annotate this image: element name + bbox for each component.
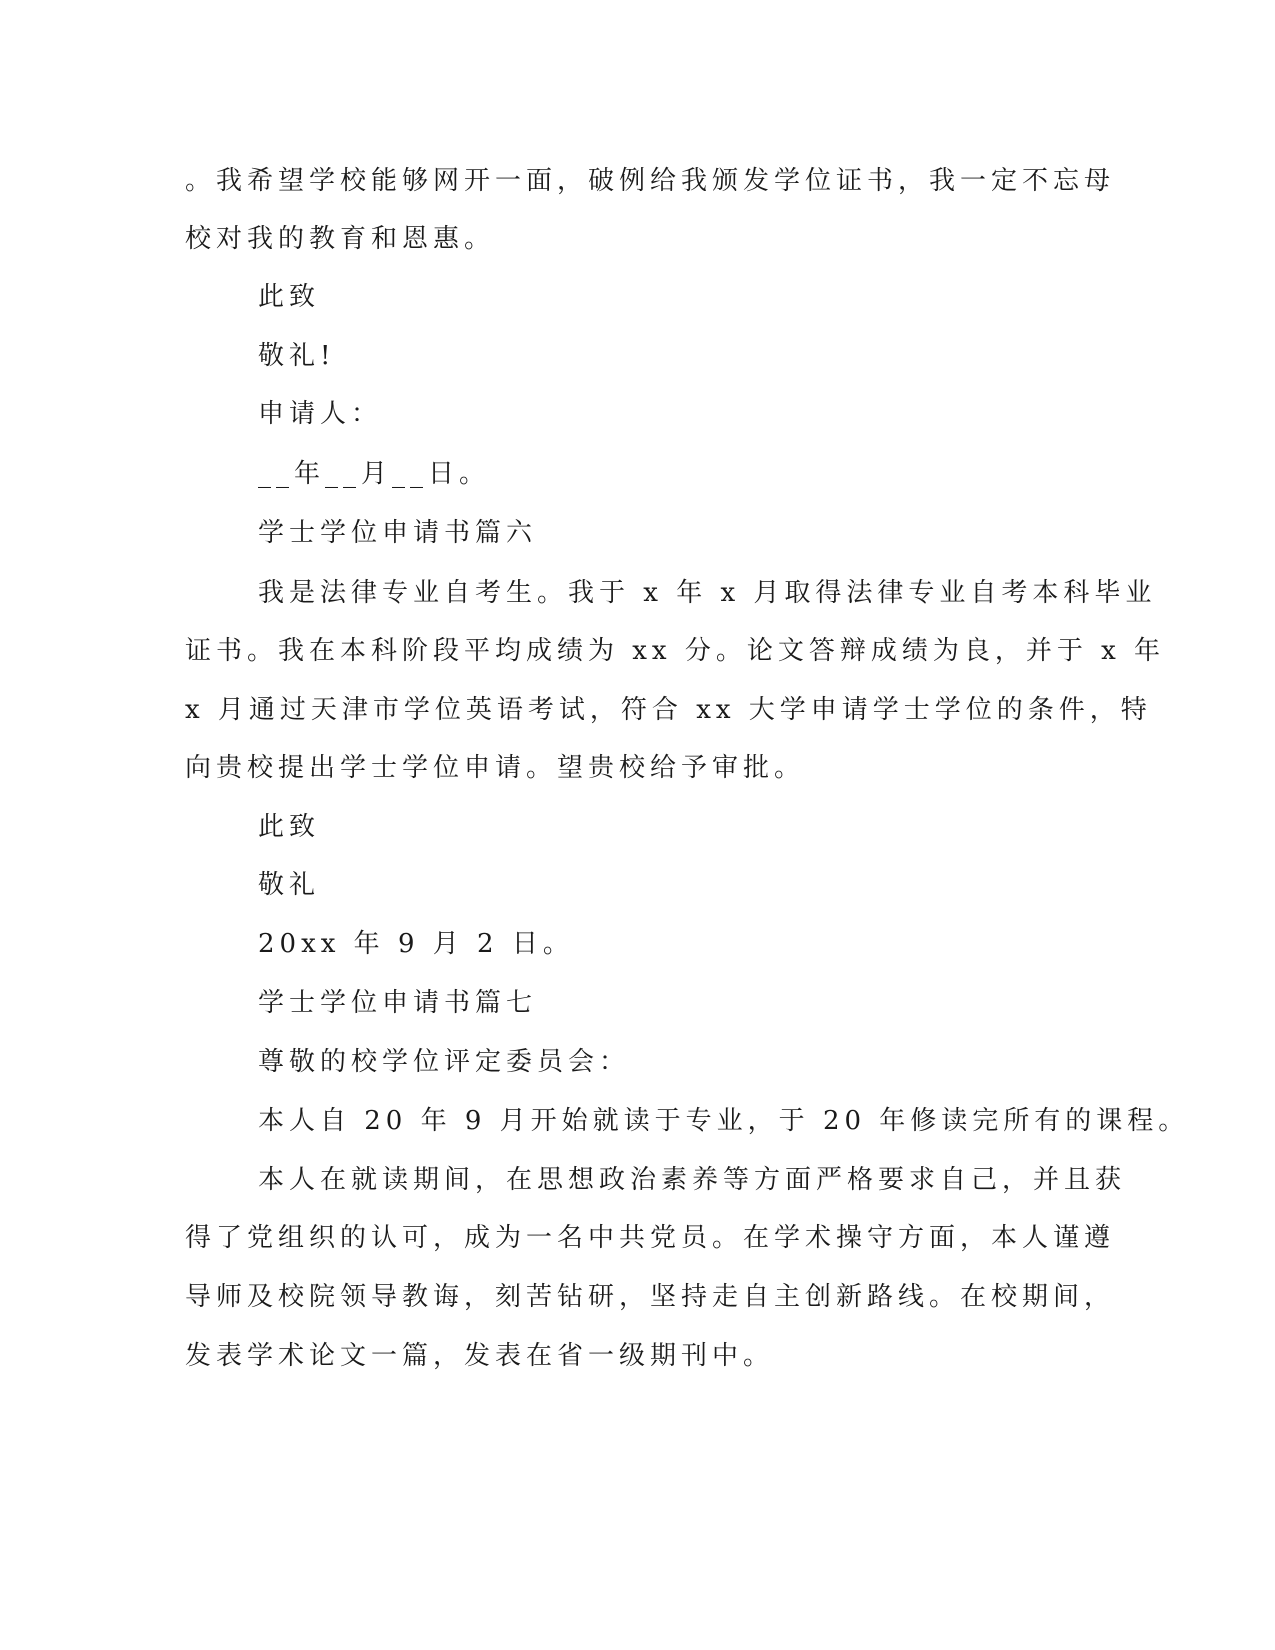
paragraph-line: 导师及校院领导教诲，刻苦钻研，坚持走自主创新路线。在校期间， xyxy=(185,1282,1116,1312)
paragraph-line: 校对我的教育和恩惠。 xyxy=(185,224,496,254)
section-heading: 学士学位申请书篇六 xyxy=(258,518,538,548)
section-heading: 学士学位申请书篇七 xyxy=(258,988,538,1018)
closing-salutation: 此致 xyxy=(258,282,321,312)
paragraph-line: 向贵校提出学士学位申请。望贵校给予审批。 xyxy=(185,753,806,783)
paragraph-line: 。我希望学校能够网开一面，破例给我颁发学位证书，我一定不忘母 xyxy=(185,166,1116,196)
paragraph-line: 证书。我在本科阶段平均成绩为 xx 分。论文答辩成绩为良，并于 x 年 xyxy=(185,636,1166,666)
paragraph-line: 得了党组织的认可，成为一名中共党员。在学术操守方面，本人谨遵 xyxy=(185,1223,1116,1253)
closing-regards: 敬礼! xyxy=(258,341,336,371)
addressee-line: 尊敬的校学位评定委员会： xyxy=(258,1047,631,1077)
paragraph-line: x 月通过天津市学位英语考试，符合 xx 大学申请学士学位的条件，特 xyxy=(185,695,1152,725)
closing-salutation: 此致 xyxy=(258,812,321,842)
paragraph-line: 发表学术论文一篇，发表在省一级期刊中。 xyxy=(185,1341,775,1371)
applicant-label: 申请人： xyxy=(258,399,383,429)
paragraph-line: 我是法律专业自考生。我于 x 年 x 月取得法律专业自考本科毕业 xyxy=(258,578,1157,608)
paragraph-line: 本人自 20 年 9 月开始就读于专业，于 20 年修读完所有的课程。 xyxy=(258,1106,1190,1136)
date-line: __年__月__日。 xyxy=(258,459,491,489)
paragraph-line: 本人在就读期间，在思想政治素养等方面严格要求自己，并且获 xyxy=(258,1165,1127,1195)
closing-regards: 敬礼 xyxy=(258,870,321,900)
date-line: 20xx 年 9 月 2 日。 xyxy=(258,929,574,959)
